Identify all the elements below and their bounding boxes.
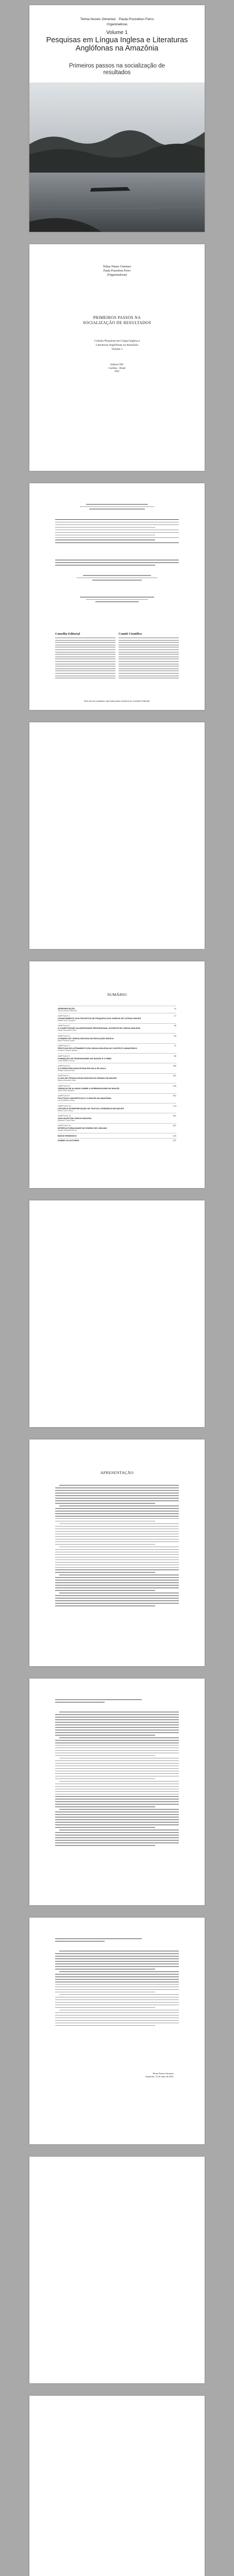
toc-chapter-label: CAPÍTULO 6 [58, 1064, 70, 1067]
toc-entry-text [58, 1055, 171, 1062]
toc-entry[interactable] [58, 1006, 176, 1012]
book-title-line-2: SOCIALIZAÇÃO DE RESULTADOS [82, 320, 152, 325]
publisher-address [55, 597, 179, 604]
publisher-city: Curitiba – Brasil [108, 367, 126, 370]
presentation-heading: APRESENTAÇÃO [100, 1470, 134, 1475]
toc-chapter-authors: Rafael Oliveira Reis [58, 1069, 75, 1072]
toc-entry[interactable] [58, 1113, 176, 1122]
toc-chapter-authors: Carla Ribeiro Sousa [58, 1059, 75, 1062]
cover-volume: Volume 1 [106, 30, 128, 36]
toc-entry[interactable] [58, 1083, 176, 1092]
cover-page [29, 5, 205, 232]
toc-entry-text [58, 1064, 171, 1072]
legal-text [55, 560, 179, 567]
publisher-year: 2021 [114, 370, 120, 373]
toc-entry[interactable] [58, 1023, 176, 1032]
toc-entry[interactable] [58, 1133, 176, 1137]
cover-organizers: Organizadoras [106, 23, 128, 26]
toc-chapter-label: CAPÍTULO 1 [58, 1014, 70, 1017]
toc-chapter-authors: Bianca Monteiro Dias [58, 1079, 76, 1082]
toc-entry-text [58, 1014, 171, 1022]
toc-entry[interactable] [58, 1138, 176, 1142]
toc-heading: SUMÁRIO [107, 992, 127, 997]
toc-page [29, 961, 205, 1188]
toc-chapter-title: FORMAÇÃO DE PROFESSORES DE INGLÊS E O PIBID [58, 1057, 112, 1060]
toc-chapter-authors: Paula Pozzebon Ferro [58, 1029, 77, 1032]
presentation-text-3 [55, 1951, 179, 2028]
blank-page [29, 722, 205, 949]
toc-chapter-title: PRÁTICAS DE LETRAMENTO EM LÍNGUA INGLESA NO CONTEXTO AMAZÔNICO [58, 1047, 138, 1050]
toc-page-number: 191 [173, 1114, 176, 1117]
advisory-board-heading: Conselho Editorial [55, 633, 80, 636]
book-title-line-1: PRIMEIROS PASSOS NA [93, 315, 141, 320]
toc-chapter-title: INTERCULTURALIDADE NO ENSINO DE LÍNGUAS [58, 1127, 107, 1130]
toc-entry-text [58, 1094, 171, 1102]
toc-entry-text [58, 1044, 171, 1052]
scientific-committee [119, 633, 179, 680]
toc-chapter-label: CAPÍTULO 3 [58, 1034, 70, 1037]
toc-chapter-title: O ENSINO DE LÍNGUA INGLESA NA EDUCAÇÃO BÁSICA [58, 1037, 114, 1040]
presentation-text [55, 1485, 179, 1608]
author-1: Telma Nunes Gimenez [103, 265, 131, 268]
toc-list [58, 1005, 176, 1142]
toc-chapter-authors: João Pedro Martins [58, 1089, 74, 1092]
title-page [29, 244, 205, 471]
toc-page-number: 157 [173, 1094, 176, 1097]
toc-page-number: 139 [173, 1084, 176, 1087]
blank-page [29, 2157, 205, 2383]
toc-entry-text [58, 1084, 171, 1092]
toc-chapter-label: CAPÍTULO 4 [58, 1044, 70, 1047]
toc-page-number: 223 [173, 1134, 176, 1137]
toc-page-number: 227 [173, 1139, 176, 1142]
toc-chapter-authors: Adília Lima Carvalho [58, 1019, 76, 1022]
presentation-page-3 [29, 1918, 205, 2144]
blank-page [29, 2396, 205, 2576]
toc-chapter-label: CAPÍTULO 9 [58, 1094, 70, 1097]
signature-place-date: Santarém, 15 de maio de 2021 [145, 2075, 174, 2078]
running-header [55, 1699, 179, 1704]
signature-name: Telma Nunes Gimenez [152, 2072, 174, 2075]
toc-chapter-authors: Lúcia Helena Farias [58, 1099, 75, 1102]
toc-chapter-title: CRENÇAS DE ALUNOS SOBRE A APRENDIZAGEM DE INGLÊS [58, 1087, 120, 1090]
toc-chapter-title: AVALIAÇÃO EM LÍNGUA INGLESA [58, 1116, 92, 1120]
toc-page-number: 17 [174, 1014, 176, 1017]
blank-page [29, 1200, 205, 1427]
catalog-record [55, 519, 179, 543]
toc-entry-text [58, 1074, 171, 1082]
toc-entry[interactable] [58, 1123, 176, 1132]
cover-title: Pesquisas em Língua Inglesa e Literaturas Anglófonas na Amazônia [46, 36, 188, 53]
toc-page-number: 105 [173, 1064, 176, 1067]
cover-authors: Telma Nunes Gimenez · Paula Pozzebon Ferro [80, 18, 154, 21]
copyright-page [29, 483, 205, 710]
toc-chapter-authors: André Luiz Cunha [58, 1109, 73, 1112]
toc-chapter-label: CAPÍTULO 5 [58, 1054, 70, 1057]
book-title [45, 315, 189, 326]
presentation-text-2 [55, 1711, 179, 1848]
toc-chapter-title: POLÍTICAS LINGUÍSTICAS E O INGLÊS NA AMAZÔNIA [58, 1097, 111, 1100]
toc-entry-text [58, 1007, 171, 1012]
toc-page-number: 89 [174, 1054, 176, 1057]
publisher-name: Editora CRV [110, 364, 124, 366]
advisory-board [55, 633, 115, 680]
copyright-notice [55, 504, 179, 511]
presentation-page [29, 1439, 205, 1666]
collection-line-1: Coleção Pesquisas em Língua Inglesa e [94, 340, 140, 343]
collection-volume: Volume 1 [111, 348, 123, 351]
toc-entry-text [58, 1134, 171, 1137]
toc-chapter-label: CAPÍTULO 2 [58, 1024, 70, 1027]
toc-entry-text [58, 1114, 171, 1122]
toc-chapter-label: CAPÍTULO 8 [58, 1084, 70, 1087]
toc-entry[interactable] [58, 1073, 176, 1082]
toc-entry[interactable] [58, 1033, 176, 1042]
toc-entry-text [58, 1035, 171, 1042]
toc-chapter-label: CAPÍTULO 7 [58, 1074, 70, 1077]
toc-entry[interactable] [58, 1043, 176, 1052]
toc-chapter-authors: Viviane Cristina Santos [58, 1049, 78, 1052]
toc-chapter-authors: Sérgio Almeida Rocha [58, 1129, 77, 1132]
toc-chapter-title: SOBRE OS AUTORES [58, 1139, 79, 1142]
toc-chapter-title: O USO DE TECNOLOGIAS DIGITAIS NO ENSINO DE INGLÊS [58, 1077, 117, 1080]
toc-entry-text [58, 1139, 171, 1142]
toc-chapter-title: ÍNDICE REMISSIVO [58, 1134, 77, 1137]
toc-entry[interactable] [58, 1093, 176, 1102]
toc-chapter-label: CAPÍTULO 10 [58, 1104, 71, 1107]
toc-chapter-title: LEVANTAMENTO DOS PROJETOS DE PESQUISA DOS CURSOS DE LETRAS INGLÊS [58, 1016, 141, 1020]
toc-entry[interactable] [58, 1013, 176, 1022]
toc-chapter-title: A LITERATURA ANGLÓFONA EM SALA DE AULA [58, 1066, 106, 1070]
running-header [55, 1938, 179, 1943]
signature-block [145, 2072, 174, 2078]
toc-page-number: 207 [173, 1124, 176, 1127]
toc-entry-text [58, 1124, 171, 1132]
toc-chapter-title: LEITURA E INTERPRETAÇÃO DE TEXTOS LITERÁRIOS EM INGLÊS [58, 1107, 124, 1110]
cover-photo-river-forest [29, 82, 205, 232]
toc-page-number: 71 [174, 1044, 176, 1047]
toc-chapter-label: CAPÍTULO 12 [58, 1124, 71, 1127]
title-page-authors [29, 265, 205, 277]
toc-page-number: 11 [174, 1007, 176, 1010]
toc-entry-text [58, 1105, 171, 1112]
editorial-boards [55, 633, 179, 680]
toc-page-number: 35 [174, 1024, 176, 1027]
toc-chapter-title: APRESENTAÇÃO [58, 1007, 75, 1010]
evaluation-note: Esta obra foi avaliada e aprovada pelos membros do Conselho Editorial. [83, 700, 151, 702]
toc-chapter-label: CAPÍTULO 11 [58, 1114, 71, 1117]
scientific-committee-heading: Comitê Científico [119, 633, 142, 636]
organizers-label: (Organizadoras) [107, 274, 127, 277]
toc-chapter-title: A CONSTITUIÇÃO DA IDENTIDADE PROFISSIONAL DOCENTE DE LÍNGUA INGLESA [58, 1027, 141, 1030]
toc-entry-text [58, 1024, 171, 1032]
isbn-block [55, 575, 179, 582]
toc-entry[interactable] [58, 1063, 176, 1072]
collection-name [50, 339, 184, 351]
author-2: Paula Pozzebon Ferro [103, 269, 131, 273]
toc-chapter-authors: Mariana Costa Pinto [58, 1119, 75, 1122]
presentation-page-2 [29, 1679, 205, 1905]
toc-chapter-authors: Telma Nunes Gimenez [58, 1009, 77, 1012]
toc-entry[interactable] [58, 1103, 176, 1112]
toc-page-number: 121 [173, 1074, 176, 1077]
toc-page-number: 173 [173, 1104, 176, 1107]
cover-subtitle: Primeiros passos na socialização de resultados [69, 63, 165, 76]
collection-line-2: Literaturas Anglófonas na Amazônia [95, 344, 139, 347]
publisher-block [29, 364, 205, 374]
toc-page-number: 53 [174, 1034, 176, 1037]
toc-chapter-authors: Marli Ferreira Lopes [58, 1039, 75, 1042]
toc-entry[interactable] [58, 1053, 176, 1062]
